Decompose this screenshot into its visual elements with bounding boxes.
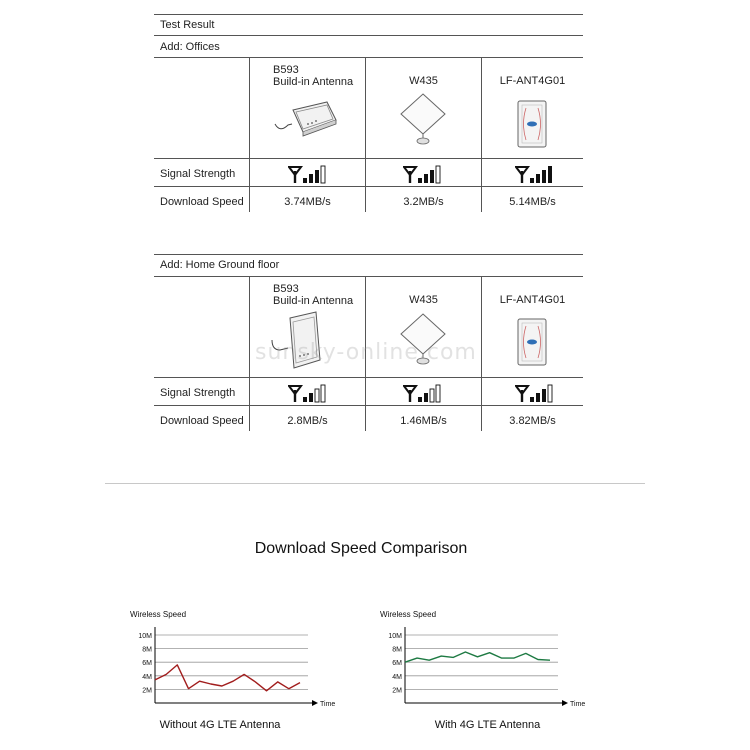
signal-bar bbox=[418, 178, 422, 183]
signal-bar bbox=[424, 393, 428, 402]
device-subtitle: Build-in Antenna bbox=[273, 76, 354, 88]
signal-bars-graphic bbox=[515, 164, 555, 184]
signal-bar bbox=[321, 385, 325, 402]
signal-bar bbox=[309, 393, 313, 402]
y-tick-label: 6M bbox=[392, 660, 402, 668]
y-axis-label: Wireless Speed bbox=[130, 610, 187, 619]
location-label: Add: Offices bbox=[160, 41, 220, 53]
device-name: LF-ANT4G01 bbox=[499, 75, 566, 87]
signal-strength-icon bbox=[288, 383, 328, 403]
signal-strength-icon bbox=[515, 383, 555, 403]
signal-strength-icon bbox=[403, 164, 443, 184]
chart-caption: With 4G LTE Antenna bbox=[434, 719, 541, 731]
download-speed-value: 3.74MB/s bbox=[284, 196, 331, 208]
signal-bar bbox=[303, 178, 307, 183]
column-divider bbox=[249, 57, 250, 212]
y-axis-label: Wireless Speed bbox=[380, 610, 437, 619]
signal-bar bbox=[530, 397, 534, 402]
table-rule bbox=[154, 158, 583, 159]
table-rule bbox=[154, 276, 583, 277]
signal-bar bbox=[530, 178, 534, 183]
watermark: sunsky-online.com bbox=[255, 340, 477, 365]
y-tick-label: 4M bbox=[142, 673, 152, 681]
signal-bars-graphic bbox=[515, 383, 555, 403]
table-rule bbox=[154, 57, 583, 58]
signal-bar bbox=[418, 397, 422, 402]
signal-bar bbox=[321, 166, 325, 183]
signal-bar bbox=[424, 174, 428, 183]
table-header: Test Result bbox=[160, 19, 215, 31]
device-name: B593 bbox=[273, 64, 299, 76]
location-label: Add: Home Ground floor bbox=[160, 259, 280, 271]
y-tick-label: 4M bbox=[392, 673, 402, 681]
panel-antenna-icon bbox=[398, 92, 448, 147]
x-axis-label: Time bbox=[570, 701, 586, 708]
device-name: LF-ANT4G01 bbox=[499, 294, 566, 306]
x-axis-arrow bbox=[562, 700, 568, 706]
y-tick-label: 2M bbox=[392, 687, 402, 695]
download-speed-label: Download Speed bbox=[160, 196, 244, 208]
y-tick-label: 10M bbox=[388, 633, 402, 640]
signal-bar bbox=[542, 170, 546, 183]
x-axis-arrow bbox=[312, 700, 318, 706]
device-name: W435 bbox=[409, 294, 438, 306]
device-subtitle: Build-in Antenna bbox=[273, 295, 354, 307]
signal-bars-graphic bbox=[403, 164, 443, 184]
y-tick-label: 2M bbox=[142, 687, 152, 695]
series-line bbox=[405, 652, 550, 662]
signal-strength-icon bbox=[288, 164, 328, 184]
download-speed-value: 2.8MB/s bbox=[287, 415, 328, 427]
signal-bars-graphic bbox=[288, 164, 328, 184]
download-speed-value: 3.2MB/s bbox=[403, 196, 444, 208]
signal-bar bbox=[315, 389, 319, 402]
signal-strength-label: Signal Strength bbox=[160, 168, 236, 180]
speed-chart-without-antenna bbox=[130, 605, 340, 710]
y-tick-label: 6M bbox=[142, 660, 152, 668]
column-divider bbox=[249, 276, 250, 431]
table-rule bbox=[154, 35, 583, 36]
signal-bar bbox=[548, 385, 552, 402]
device-name: W435 bbox=[409, 75, 438, 87]
table-rule bbox=[154, 186, 583, 187]
x-axis-label: Time bbox=[320, 701, 336, 708]
y-tick-label: 8M bbox=[142, 646, 152, 654]
download-speed-value: 1.46MB/s bbox=[400, 415, 447, 427]
series-line bbox=[155, 665, 300, 691]
signal-strength-icon bbox=[403, 383, 443, 403]
signal-bar bbox=[430, 389, 434, 402]
section-divider bbox=[105, 483, 645, 484]
signal-bars-graphic bbox=[288, 383, 328, 403]
signal-strength-label: Signal Strength bbox=[160, 387, 236, 399]
signal-bar bbox=[542, 389, 546, 402]
speed-chart-with-antenna bbox=[380, 605, 590, 710]
table-rule bbox=[154, 254, 583, 255]
signal-bar bbox=[536, 393, 540, 402]
table-rule bbox=[154, 14, 583, 15]
comparison-title: Download Speed Comparison bbox=[254, 540, 468, 557]
signal-bar bbox=[536, 174, 540, 183]
signal-bar bbox=[315, 170, 319, 183]
card-antenna-icon bbox=[515, 316, 549, 368]
device-name: B593 bbox=[273, 283, 299, 295]
download-speed-value: 3.82MB/s bbox=[509, 415, 556, 427]
chart-caption: Without 4G LTE Antenna bbox=[159, 719, 281, 731]
y-tick-label: 10M bbox=[138, 633, 152, 640]
signal-strength-icon bbox=[515, 164, 555, 184]
table-rule bbox=[154, 405, 583, 406]
signal-bar bbox=[303, 397, 307, 402]
table-rule bbox=[154, 377, 583, 378]
y-tick-label: 8M bbox=[392, 646, 402, 654]
signal-bar bbox=[309, 174, 313, 183]
signal-bars-graphic bbox=[403, 383, 443, 403]
card-antenna-icon bbox=[515, 98, 549, 150]
signal-bar bbox=[436, 166, 440, 183]
signal-bar bbox=[436, 385, 440, 402]
download-speed-value: 5.14MB/s bbox=[509, 196, 556, 208]
signal-bar bbox=[430, 170, 434, 183]
download-speed-label: Download Speed bbox=[160, 415, 244, 427]
router-icon bbox=[272, 98, 342, 140]
signal-bar bbox=[548, 166, 552, 183]
